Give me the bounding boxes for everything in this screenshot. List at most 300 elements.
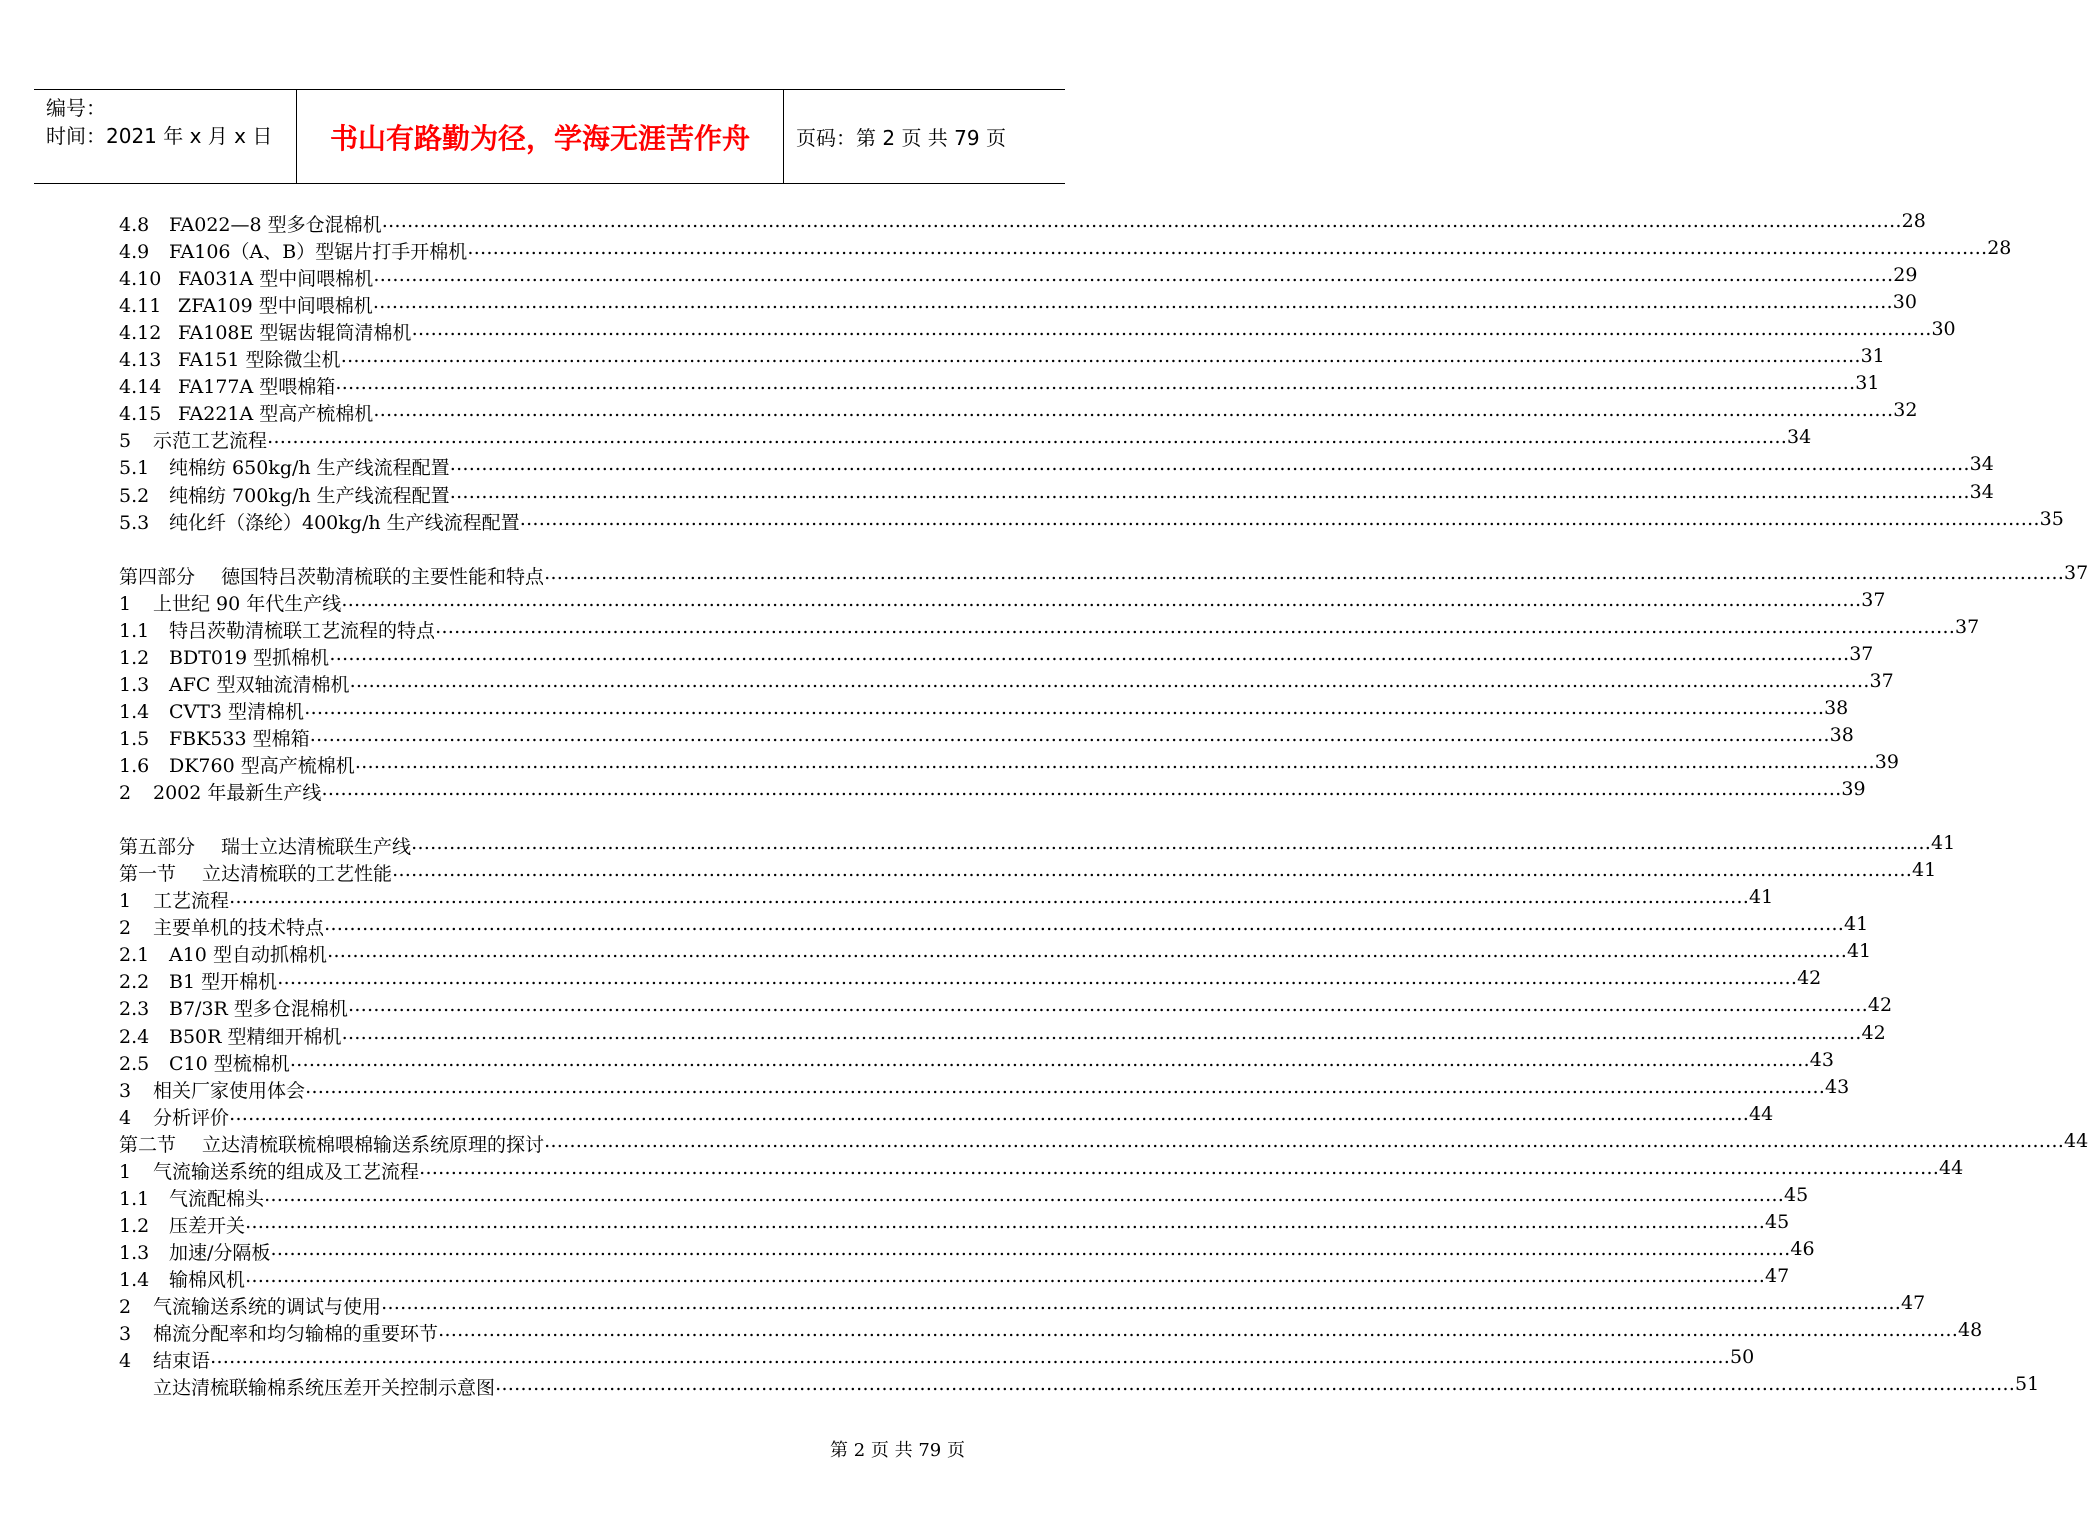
toc-entry-page: 37 xyxy=(1861,588,1886,611)
toc-entry-page: 42 xyxy=(1861,1021,1886,1044)
toc-leader-dots: …………………………………………………………………………………………………………………………………………………………………………………………………………………… xyxy=(335,372,1856,395)
toc-entry-text xyxy=(119,751,355,778)
toc-entry-text xyxy=(119,318,411,345)
toc-entry-row xyxy=(119,832,1956,859)
toc-entry[interactable] xyxy=(0,1048,1834,1076)
toc-entry[interactable] xyxy=(0,913,1869,940)
toc-entry-title: FA151 型除微尘机 xyxy=(178,349,341,372)
toc-leader-dots: …………………………………………………………………………………………………………………………………………………………………………………………………………………… xyxy=(381,1292,1902,1314)
toc-entry-number: 1 xyxy=(119,592,132,615)
toc-entry[interactable] xyxy=(0,1373,2040,1400)
toc-entry-title: 输棉风机 xyxy=(169,1268,246,1291)
header-meta xyxy=(34,90,297,183)
toc-entry-text xyxy=(119,616,435,643)
toc-entry-title: CVT3 型清棉机 xyxy=(169,700,305,723)
toc-entry-row xyxy=(119,669,1894,697)
toc-entry[interactable] xyxy=(0,723,1854,751)
toc-leader-dots: …………………………………………………………………………………………………………………………………………………………………………………………………………………… xyxy=(435,615,1956,638)
document-number-label: 编号： xyxy=(46,96,106,120)
toc-entry-row xyxy=(119,1183,1809,1211)
toc-leader-dots: …………………………………………………………………………………………………………………………………………………………………………………………………………………… xyxy=(267,426,1788,449)
toc-entry-page: 35 xyxy=(2039,507,2064,530)
toc-entry-row xyxy=(119,1156,1964,1184)
toc-entry-row xyxy=(119,994,1893,1021)
toc-leader-dots: …………………………………………………………………………………………………………………………………………………………………………………………………………………… xyxy=(329,642,1850,665)
toc-leader-dots: …………………………………………………………………………………………………………………………………………………………………………………………………………………… xyxy=(245,1210,1766,1233)
toc-leader-dots: …………………………………………………………………………………………………………………………………………………………………………………………………………………… xyxy=(467,237,1988,260)
toc-entry[interactable] xyxy=(0,561,2088,589)
toc-entry-title: 纯棉纺 650kg/h 生产线流程配置 xyxy=(169,457,450,480)
toc-entry[interactable] xyxy=(0,669,1894,697)
toc-entry-number: 2.4 xyxy=(119,1025,150,1048)
toc-entry-text xyxy=(119,1238,270,1265)
toc-entry-number: 4.10 xyxy=(119,268,162,291)
toc-entry-page: 41 xyxy=(1846,940,1872,963)
toc-entry-title: FA031A 型中间喂棉机 xyxy=(178,268,374,291)
toc-entry-page: 39 xyxy=(1874,751,1899,773)
toc-entry[interactable] xyxy=(0,940,1872,967)
toc-entry-text xyxy=(119,1373,495,1400)
toc-entry-number: 3 xyxy=(119,1323,132,1346)
page-footer: 第 2 页 共 79 页 xyxy=(830,1440,965,1461)
toc-entry[interactable] xyxy=(0,453,1994,480)
toc-entry-number: 4 xyxy=(119,1106,132,1129)
header-page-info: 页码：第 2 页 共 79 页 xyxy=(796,126,1006,150)
toc-entry-row xyxy=(119,1264,1790,1292)
toc-entry-page: 34 xyxy=(1969,480,1994,503)
toc-entry-number: 1.2 xyxy=(119,646,150,669)
toc-entry-number: 2 xyxy=(119,782,132,805)
toc-entry-page: 29 xyxy=(1893,264,1918,287)
toc-entry-text xyxy=(119,778,321,805)
toc-leader-dots: …………………………………………………………………………………………………………………………………………………………………………………………………………………… xyxy=(411,318,1932,341)
toc-entry-title: 纯棉纺 700kg/h 生产线流程配置 xyxy=(169,484,450,507)
toc-entry-title: FBK533 型棉箱 xyxy=(169,727,310,750)
toc-entry-number: 第五部分 xyxy=(119,836,196,859)
toc-leader-dots: …………………………………………………………………………………………………………………………………………………………………………………………………………………… xyxy=(304,696,1825,719)
toc-entry-text xyxy=(119,1022,342,1049)
toc-entry-title: 工艺流程 xyxy=(153,890,230,913)
toc-entry-text xyxy=(119,1103,229,1130)
toc-entry-row xyxy=(119,859,1937,886)
toc-entry-page: 34 xyxy=(1969,453,1994,476)
toc-entry-text xyxy=(119,1292,381,1319)
toc-entry-row xyxy=(119,642,1874,670)
toc-entry[interactable] xyxy=(0,859,1937,886)
document-time-label: 时间：2021 年 x 月 x 日 xyxy=(46,124,273,148)
toc-entry-text xyxy=(119,399,373,426)
toc-entry-page: 41 xyxy=(1912,859,1937,882)
toc-entry-row xyxy=(119,1210,1790,1238)
toc-entry-text xyxy=(119,832,411,859)
toc-entry-row xyxy=(119,318,1956,345)
toc-entry-text xyxy=(119,1265,245,1292)
toc-entry[interactable] xyxy=(0,832,1956,859)
toc-leader-dots: …………………………………………………………………………………………………………………………………………………………………………………………………………………… xyxy=(372,291,1893,314)
toc-entry-number: 4.14 xyxy=(119,376,162,399)
toc-entry-text xyxy=(119,562,544,589)
toc-entry-title: 纯化纤（涤纶）400kg/h 生产线流程配置 xyxy=(169,511,520,534)
toc-entry[interactable] xyxy=(0,399,1918,426)
toc-entry[interactable] xyxy=(0,1156,1964,1184)
toc-entry-title: 气流输送系统的组成及工艺流程 xyxy=(153,1160,420,1183)
toc-entry[interactable] xyxy=(0,1292,1926,1319)
toc-entry-page: 44 xyxy=(1749,1102,1774,1125)
toc-entry[interactable] xyxy=(0,318,1956,345)
toc-leader-dots: …………………………………………………………………………………………………………………………………………………………………………………………………………………… xyxy=(354,751,1875,773)
toc-entry[interactable] xyxy=(0,588,1886,616)
toc-entry[interactable] xyxy=(0,886,1774,913)
toc-entry-page: 45 xyxy=(1784,1183,1809,1206)
toc-leader-dots: …………………………………………………………………………………………………………………………………………………………………………………………………………………… xyxy=(309,723,1830,746)
toc-entry-page: 47 xyxy=(1765,1264,1790,1287)
toc-entry-page: 43 xyxy=(1809,1048,1834,1071)
toc-entry[interactable] xyxy=(0,696,1849,724)
toc-leader-dots: …………………………………………………………………………………………………………………………………………………………………………………………………………………… xyxy=(419,1156,1940,1179)
toc-entry-number: 4.15 xyxy=(119,403,162,426)
toc-leader-dots: …………………………………………………………………………………………………………………………………………………………………………………………………………………… xyxy=(341,588,1862,611)
toc-entry[interactable] xyxy=(0,1210,1790,1238)
toc-entry-text xyxy=(119,1211,245,1238)
toc-entry-row xyxy=(119,291,1917,318)
toc-leader-dots: …………………………………………………………………………………………………………………………………………………………………………………………………………………… xyxy=(519,507,2040,530)
toc-entry-row xyxy=(119,507,2064,535)
toc-entry-title: 相关厂家使用体会 xyxy=(153,1079,306,1102)
toc-leader-dots: …………………………………………………………………………………………………………………………………………………………………………………………………………………… xyxy=(321,778,1842,801)
toc-leader-dots: …………………………………………………………………………………………………………………………………………………………………………………………………………………… xyxy=(449,453,1970,476)
toc-entry-row xyxy=(119,696,1849,724)
toc-entry-title: 结束语 xyxy=(153,1350,211,1373)
toc-entry-row xyxy=(119,886,1774,913)
toc-entry[interactable] xyxy=(0,1075,1850,1103)
toc-entry-title: AFC 型双轴流清棉机 xyxy=(169,673,350,696)
toc-entry-number: 1.6 xyxy=(119,755,150,777)
toc-entry-text xyxy=(119,940,327,967)
toc-entry-number: 3 xyxy=(119,1079,132,1102)
toc-entry-text xyxy=(119,426,267,453)
toc-entry-title: 分析评价 xyxy=(153,1106,230,1129)
toc-entry-row xyxy=(119,967,1822,994)
toc-entry-title: B1 型开棉机 xyxy=(169,971,278,994)
toc-entry-number: 第四部分 xyxy=(119,565,196,588)
toc-leader-dots: …………………………………………………………………………………………………………………………………………………………………………………………………………………… xyxy=(373,264,1894,287)
toc-leader-dots: …………………………………………………………………………………………………………………………………………………………………………………………………………………… xyxy=(324,913,1845,936)
toc-entry-page: 34 xyxy=(1787,426,1812,449)
toc-entry-title: 气流配棉头 xyxy=(169,1187,265,1210)
toc-entry-title: FA106（A、B）型锯片打手开棉机 xyxy=(169,241,468,264)
toc-leader-dots: …………………………………………………………………………………………………………………………………………………………………………………………………………………… xyxy=(229,1102,1750,1125)
toc-entry-page: 44 xyxy=(2064,1129,2088,1152)
toc-entry[interactable] xyxy=(0,994,1893,1021)
toc-leader-dots: …………………………………………………………………………………………………………………………………………………………………………………………………………………… xyxy=(326,940,1847,963)
toc-entry-title: FA177A 型喂棉箱 xyxy=(178,376,336,399)
toc-entry-page: 28 xyxy=(1901,210,1926,232)
toc-entry-text xyxy=(119,1157,419,1184)
toc-entry[interactable] xyxy=(0,426,1812,453)
toc-leader-dots: …………………………………………………………………………………………………………………………………………………………………………………………………………………… xyxy=(305,1075,1826,1098)
toc-entry-row xyxy=(119,1346,1755,1373)
toc-leader-dots: …………………………………………………………………………………………………………………………………………………………………………………………………………………… xyxy=(270,1237,1791,1260)
toc-entry-row xyxy=(119,264,1918,291)
toc-entry-title: 2002 年最新生产线 xyxy=(153,782,322,805)
toc-entry-page: 50 xyxy=(1730,1346,1755,1369)
toc-entry-text xyxy=(119,859,392,886)
toc-entry-number: 4.8 xyxy=(119,214,150,236)
toc-entry-page: 43 xyxy=(1825,1075,1850,1098)
toc-leader-dots: …………………………………………………………………………………………………………………………………………………………………………………………………………………… xyxy=(229,886,1750,909)
toc-entry-text xyxy=(119,994,348,1021)
toc-entry-text xyxy=(119,345,341,372)
toc-entry-row xyxy=(119,1021,1886,1049)
toc-entry-number: 1 xyxy=(119,1160,132,1183)
toc-entry-number: 4 xyxy=(119,1350,132,1373)
toc-entry-title: 棉流分配率和均匀输棉的重要环节 xyxy=(153,1323,439,1346)
toc-entry[interactable] xyxy=(0,967,1822,994)
toc-entry[interactable] xyxy=(0,372,1880,399)
toc-entry-row xyxy=(119,561,2088,589)
toc-entry-page: 37 xyxy=(1955,615,1980,638)
toc-entry-row xyxy=(119,1129,2088,1157)
toc-entry-row xyxy=(119,1373,2040,1400)
toc-entry[interactable] xyxy=(0,345,1885,372)
toc-leader-dots: …………………………………………………………………………………………………………………………………………………………………………………………………………………… xyxy=(449,480,1970,503)
toc-entry[interactable] xyxy=(0,507,2064,535)
toc-entry-title: DK760 型高产梳棉机 xyxy=(169,755,355,777)
toc-entry-title: 主要单机的技术特点 xyxy=(153,917,325,940)
toc-entry-text xyxy=(119,481,450,508)
toc-entry-text xyxy=(119,1076,305,1103)
toc-entry-row xyxy=(119,1237,1815,1265)
toc-entry-number: 1.4 xyxy=(119,1268,150,1291)
toc-entry-page: 37 xyxy=(1849,642,1874,665)
toc-entry-title: 加速/分隔板 xyxy=(169,1241,271,1264)
toc-entry-title: 特吕茨勒清梳联工艺流程的特点 xyxy=(169,619,436,642)
toc-entry-title: ZFA109 型中间喂棉机 xyxy=(178,295,373,318)
toc-entry[interactable] xyxy=(0,480,1994,508)
toc-entry-page: 39 xyxy=(1841,778,1866,801)
toc-leader-dots: …………………………………………………………………………………………………………………………………………………………………………………………………………………… xyxy=(264,1183,1785,1206)
toc-entry[interactable] xyxy=(0,210,1926,237)
toc-leader-dots: …………………………………………………………………………………………………………………………………………………………………………………………………………………… xyxy=(349,669,1870,692)
toc-entry-page: 42 xyxy=(1797,967,1822,990)
toc-leader-dots: …………………………………………………………………………………………………………………………………………………………………………………………………………………… xyxy=(411,832,1932,855)
toc-entry-text xyxy=(119,724,310,751)
toc-entry[interactable] xyxy=(0,264,1918,291)
toc-entry-row xyxy=(119,913,1869,940)
toc-entry-row xyxy=(119,399,1918,426)
toc-leader-dots: …………………………………………………………………………………………………………………………………………………………………………………………………………………… xyxy=(340,345,1861,368)
toc-entry-text xyxy=(119,453,450,480)
toc-entry-page: 30 xyxy=(1892,291,1917,314)
toc-entry-page: 37 xyxy=(2064,561,2088,584)
toc-entry-page: 37 xyxy=(1869,669,1894,692)
toc-entry[interactable] xyxy=(0,535,1087,562)
toc-entry-page: 28 xyxy=(1987,237,2012,260)
toc-entry-row xyxy=(119,1292,1926,1319)
toc-entry-title: 上世纪 90 年代生产线 xyxy=(153,592,342,615)
toc-entry-title: 立达清梳联的工艺性能 xyxy=(202,863,393,886)
toc-entry-row xyxy=(119,723,1854,751)
toc-entry-number: 4.9 xyxy=(119,241,150,264)
toc-entry-number: 2.5 xyxy=(119,1052,150,1075)
toc-entry[interactable] xyxy=(0,1183,1809,1211)
toc-entry[interactable] xyxy=(0,805,1087,832)
toc-entry-number: 5.1 xyxy=(119,457,150,480)
toc-entry-title: 示范工艺流程 xyxy=(153,430,268,453)
toc-entry-title: FA221A 型高产梳棉机 xyxy=(178,403,374,426)
toc-entry-row xyxy=(119,940,1872,967)
toc-entry-number: 2 xyxy=(119,917,132,940)
toc-entry-row xyxy=(119,1048,1834,1076)
toc-leader-dots: …………………………………………………………………………………………………………………………………………………………………………………………………………………… xyxy=(277,967,1798,990)
toc-leader-dots: …………………………………………………………………………………………………………………………………………………………………………………………………………………… xyxy=(544,561,2065,584)
toc-entry-text xyxy=(119,670,349,697)
toc-entry[interactable] xyxy=(0,1237,1815,1265)
toc-entry-text xyxy=(119,886,229,913)
toc-entry-number: 1.1 xyxy=(119,1187,150,1210)
toc-entry-title: C10 型梳棉机 xyxy=(169,1052,290,1075)
toc-leader-dots: …………………………………………………………………………………………………………………………………………………………………………………………………………………… xyxy=(289,1048,1810,1071)
toc-entry[interactable] xyxy=(0,237,2012,264)
toc-entry-page: 46 xyxy=(1790,1237,1815,1260)
toc-entry[interactable] xyxy=(0,778,1866,805)
toc-entry-page: 42 xyxy=(1867,994,1893,1017)
toc-entry-row xyxy=(119,1102,1774,1130)
toc-entry-row xyxy=(119,1319,1983,1346)
toc-entry-page: 31 xyxy=(1855,372,1880,395)
toc-entry-row xyxy=(119,778,1866,805)
toc-entry-number: 1.1 xyxy=(119,619,150,642)
toc-entry-number: 2 xyxy=(119,1296,132,1318)
toc-entry-number: 2.1 xyxy=(119,944,150,967)
toc-entry[interactable] xyxy=(0,1264,1790,1292)
toc-entry-title: 立达清梳联输棉系统压差开关控制示意图 xyxy=(153,1377,496,1400)
toc-entry-title: B7/3R 型多仓混棉机 xyxy=(169,998,348,1021)
toc-entry-text xyxy=(119,589,341,616)
toc-leader-dots: …………………………………………………………………………………………………………………………………………………………………………………………………………………… xyxy=(438,1319,1959,1342)
toc-entry-row xyxy=(119,210,1926,237)
toc-entry-title: A10 型自动抓棉机 xyxy=(169,944,327,967)
toc-entry-text xyxy=(119,372,335,399)
toc-entry[interactable] xyxy=(0,1346,1755,1373)
toc-entry-title: FA108E 型锯齿辊筒清棉机 xyxy=(178,322,412,345)
toc-entry-text xyxy=(119,264,373,291)
toc-entry-title: 德国特吕茨勒清梳联的主要性能和特点 xyxy=(221,565,545,588)
toc-entry[interactable] xyxy=(0,751,1899,778)
toc-entry-page: 44 xyxy=(1939,1156,1964,1179)
page-header xyxy=(34,89,1065,184)
toc-entry-number: 1.4 xyxy=(119,700,150,723)
toc-entry-page: 30 xyxy=(1931,318,1956,341)
toc-entry-text xyxy=(119,1184,264,1211)
toc-entry-page: 51 xyxy=(2015,1373,2040,1396)
toc-entry-row xyxy=(119,372,1880,399)
toc-entry-number: 第二节 xyxy=(119,1133,177,1156)
toc-entry-text xyxy=(119,1130,544,1157)
toc-entry-title: 压差开关 xyxy=(169,1214,246,1237)
toc-entry-number: 4.13 xyxy=(119,349,162,372)
toc-leader-dots: …………………………………………………………………………………………………………………………………………………………………………………………………………………… xyxy=(495,1373,2016,1396)
toc-entry-text xyxy=(119,967,277,994)
toc-entry-page: 41 xyxy=(1749,886,1774,909)
toc-entry-number: 1.2 xyxy=(119,1214,150,1237)
toc-entry-row xyxy=(119,1075,1850,1103)
toc-entry-text xyxy=(119,1346,210,1373)
toc-entry-number: 5.2 xyxy=(119,484,150,507)
toc-entry-text xyxy=(119,508,520,535)
toc-entry[interactable] xyxy=(0,642,1874,670)
toc-entry-page: 41 xyxy=(1844,913,1869,936)
toc-entry-page: 41 xyxy=(1931,832,1956,855)
toc-entry-page: 32 xyxy=(1893,399,1918,422)
toc-entry-row xyxy=(119,480,1994,508)
toc-entry-title: 立达清梳联梳棉喂棉输送系统原理的探讨 xyxy=(202,1133,545,1156)
toc-leader-dots: …………………………………………………………………………………………………………………………………………………………………………………………………………………… xyxy=(381,210,1902,232)
toc-entry-text xyxy=(119,210,382,237)
toc-entry-number: 5 xyxy=(119,430,132,453)
toc-entry-text xyxy=(119,1049,290,1076)
toc-leader-dots: …………………………………………………………………………………………………………………………………………………………………………………………………………………… xyxy=(392,859,1913,882)
toc-entry[interactable] xyxy=(0,291,1917,318)
toc-leader-dots: …………………………………………………………………………………………………………………………………………………………………………………………………………………… xyxy=(544,1129,2065,1152)
toc-entry-page: 45 xyxy=(1765,1210,1790,1233)
toc-entry-title: B50R 型精细开棉机 xyxy=(169,1025,342,1048)
toc-entry[interactable] xyxy=(0,1021,1886,1049)
toc-entry-number: 1.5 xyxy=(119,727,150,750)
toc-entry-title: 瑞士立达清梳联生产线 xyxy=(221,836,412,859)
toc-entry-number: 5.3 xyxy=(119,511,150,534)
toc-entry-row xyxy=(119,751,1899,778)
toc-leader-dots: …………………………………………………………………………………………………………………………………………………………………………………………………………………… xyxy=(373,399,1894,422)
toc-entry-text xyxy=(119,697,304,724)
toc-entry-page: 38 xyxy=(1824,696,1849,719)
toc-entry[interactable] xyxy=(0,615,1980,643)
toc-entry-number: 2.3 xyxy=(119,998,150,1021)
toc-entry-number: 1.3 xyxy=(119,673,150,696)
toc-entry-number: 1.3 xyxy=(119,1241,150,1264)
toc-entry-number: 4.12 xyxy=(119,322,162,345)
toc-entry-row xyxy=(119,237,2012,264)
toc-entry[interactable] xyxy=(0,1129,2088,1157)
toc-entry-number: 4.11 xyxy=(119,295,162,318)
toc-entry-page: 47 xyxy=(1901,1292,1926,1314)
toc-entry-row xyxy=(119,453,1994,480)
toc-entry-row xyxy=(119,345,1885,372)
toc-entry-row xyxy=(119,615,1980,643)
toc-leader-dots: …………………………………………………………………………………………………………………………………………………………………………………………………………………… xyxy=(347,994,1868,1017)
toc-entry[interactable] xyxy=(0,1102,1774,1130)
toc-entry-number: 第一节 xyxy=(119,863,177,886)
header-motto: 书山有路勤为径，学海无涯苦作舟 xyxy=(297,90,784,183)
toc-entry[interactable] xyxy=(0,1319,1983,1346)
toc-entry-text xyxy=(119,1319,438,1346)
toc-entry-page: 48 xyxy=(1958,1319,1983,1342)
toc-entry-number: 2.2 xyxy=(119,971,150,994)
toc-entry-title: 气流输送系统的调试与使用 xyxy=(153,1296,382,1318)
toc-entry-title: FA022—8 型多仓混棉机 xyxy=(169,214,382,236)
toc-leader-dots: …………………………………………………………………………………………………………………………………………………………………………………………………………………… xyxy=(245,1264,1766,1287)
toc-entry-row xyxy=(119,588,1886,616)
toc-entry-text xyxy=(119,237,467,264)
toc-entry-text xyxy=(119,643,329,670)
toc-entry-number: 1 xyxy=(119,890,132,913)
toc-leader-dots: …………………………………………………………………………………………………………………………………………………………………………………………………………………… xyxy=(341,1021,1862,1044)
toc-leader-dots: …………………………………………………………………………………………………………………………………………………………………………………………………………………… xyxy=(210,1346,1731,1369)
toc-entry-text xyxy=(119,291,373,318)
toc-entry-row xyxy=(119,426,1812,453)
toc-entry-page: 38 xyxy=(1829,723,1854,746)
toc-entry-page: 31 xyxy=(1860,345,1885,368)
